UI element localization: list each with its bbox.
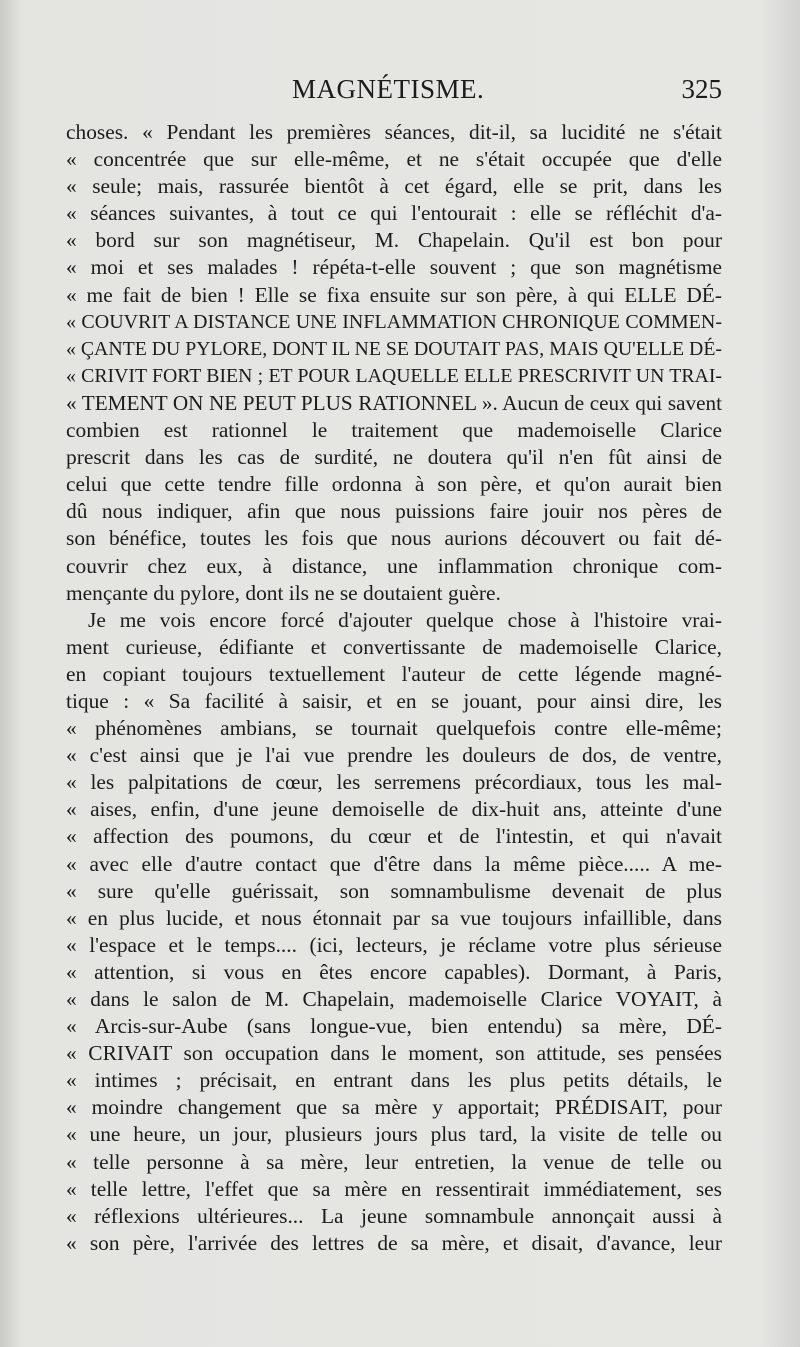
text-line: « les palpitations de cœur, les serremens précordiaux, tous les mal- xyxy=(66,770,722,795)
text-line: prescrit dans les cas de surdité, ne doutera qu'il n'en fût ainsi de xyxy=(66,445,722,470)
text-line: « ÇANTE DU PYLORE, DONT IL NE SE DOUTAIT PAS, MAIS QU'ELLE DÉ- xyxy=(66,337,722,360)
text-line: « aises, enfin, d'une jeune demoiselle de dix-huit ans, atteinte d'une xyxy=(66,797,722,822)
text-line: dû nous indiquer, afin que nous puissions faire jouir nos pères de xyxy=(66,499,722,524)
text-line: « TEMENT ON NE PEUT PLUS RATIONNEL ». Aucun de ceux qui savent xyxy=(66,390,722,415)
text-line: « CRIVAIT son occupation dans le moment, son attitude, ses pensées xyxy=(66,1041,722,1066)
page-number: 325 xyxy=(681,74,722,104)
text-line: « son père, l'arrivée des lettres de sa mère, et disait, d'avance, leur xyxy=(66,1230,722,1255)
text-line: « telle personne à sa mère, leur entretien, la venue de telle ou xyxy=(66,1149,722,1174)
text-line: « Arcis-sur-Aube (sans longue-vue, bien entendu) sa mère, DÉ- xyxy=(66,1014,722,1039)
running-title: MAGNÉTISME. xyxy=(292,74,485,104)
text-line: « COUVRIT A DISTANCE UNE INFLAMMATION CHRONIQUE COMMEN- xyxy=(66,310,722,333)
text-line: « me fait de bien ! Elle se fixa ensuite sur son père, à qui ELLE DÉ- xyxy=(66,282,722,307)
text-line: « réflexions ultérieures... La jeune somnambule annonçait aussi à xyxy=(66,1203,722,1228)
text-line: « intimes ; précisait, en entrant dans les plus petits détails, le xyxy=(66,1068,722,1093)
text-line: « moindre changement que sa mère y apportait; PRÉDISAIT, pour xyxy=(66,1095,722,1120)
text-line: choses. « Pendant les premières séances, dit-il, sa lucidité ne s'était xyxy=(66,120,722,144)
text-line: « l'espace et le temps.... (ici, lecteurs, je réclame votre plus sérieuse xyxy=(66,932,722,957)
text-line: « sure qu'elle guérissait, son somnambulisme devenait de plus xyxy=(66,878,722,903)
text-line: « phénomènes ambians, se tournait quelquefois contre elle-même; xyxy=(66,716,722,741)
text-line: « une heure, un jour, plusieurs jours plus tard, la visite de telle ou xyxy=(66,1122,722,1147)
text-line: celui que cette tendre fille ordonna à son père, et qu'on aurait bien xyxy=(66,472,722,497)
text-line: « affection des poumons, du cœur et de l'intestin, et qui n'avait xyxy=(66,824,722,849)
text-line: « CRIVIT FORT BIEN ; ET POUR LAQUELLE ELLE PRESCRIVIT UN TRAI- xyxy=(66,364,722,387)
text-line: « attention, si vous en êtes encore capables). Dormant, à Paris, xyxy=(66,959,722,984)
text-line: « seule; mais, rassurée bientôt à cet égard, elle se prit, dans les xyxy=(66,174,722,199)
text-line: « avec elle d'autre contact que d'être dans la même pièce..... A me- xyxy=(66,851,722,876)
text-line: « c'est ainsi que je l'ai vue prendre les douleurs de dos, de ventre, xyxy=(66,743,722,768)
text-line: ment curieuse, édifiante et convertissante de mademoiselle Clarice, xyxy=(66,634,722,659)
text-line: « en plus lucide, et nous étonnait par sa vue toujours infaillible, dans xyxy=(66,905,722,930)
text-line: « moi et ses malades ! répéta-t-elle souvent ; que son magnétisme xyxy=(66,255,722,280)
body-text xyxy=(66,119,722,1257)
text-line: « séances suivantes, à tout ce qui l'entourait : elle se réfléchit d'a- xyxy=(66,201,722,226)
text-line: « bord sur son magnétiseur, M. Chapelain. Qu'il est bon pour xyxy=(66,228,722,253)
text-line: en copiant toujours textuellement l'auteur de cette légende magné- xyxy=(66,661,722,686)
running-head xyxy=(66,74,722,110)
text-line: couvrir chez eux, à distance, une inflammation chronique com- xyxy=(66,553,722,578)
text-line: « concentrée que sur elle-même, et ne s'était occupée que d'elle xyxy=(66,147,722,172)
text-line: son bénéfice, toutes les fois que nous aurions découvert ou fait dé- xyxy=(66,526,722,551)
text-line: mençante du pylore, dont ils ne se doutaient guère. xyxy=(66,580,501,605)
text-line: « telle lettre, l'effet que sa mère en ressentirait immédiatement, ses xyxy=(66,1176,722,1201)
text-line: combien est rationnel le traitement que mademoiselle Clarice xyxy=(66,418,722,443)
text-line: tique : « Sa facilité à saisir, et en se jouant, pour ainsi dire, les xyxy=(66,688,722,713)
text-line: Je me vois encore forcé d'ajouter quelque chose à l'histoire vrai- xyxy=(88,607,722,632)
text-line: « dans le salon de M. Chapelain, mademoiselle Clarice VOYAIT, à xyxy=(66,987,722,1011)
